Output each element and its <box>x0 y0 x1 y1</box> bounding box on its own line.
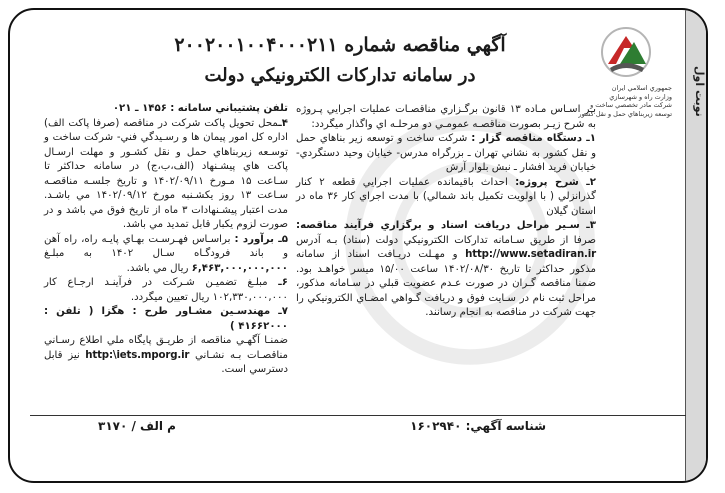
section-3-text-b: و مهـلت دريـافت اسناد از سامانه مذکور حداکثر تا تاريخ ۱۴۰۲/۰۸/۳۰ ساعت ۱۵/۰۰ ميسر خواهـد بود. ضمنا مناقصه گـران در صورت عـدم عضويت قبلي در سـامانه مذکور، مراحل ثبت نام در سـايت فوق و دريافت گـواهي امضـاي الکترونيکي را جهت شرکت در مناقصه به انجام رسانند. <box>296 249 596 318</box>
org-line-1: جمهوري اسلامي ايران <box>611 84 672 92</box>
left-column <box>44 102 288 378</box>
tender-subtitle: در سامانه تدارکات الکترونيکي دولت <box>204 65 476 86</box>
section-1-label: ۱ـ دستگاه مناقصه گزار : <box>471 133 596 144</box>
section-4 <box>44 117 288 233</box>
section-7-text-a: ضمنـا آگهـي مناقصه از طريـق پايگاه ملي اطلاع رسـاني مناقصـات بـه نشـاني <box>44 335 288 361</box>
section-7 <box>44 305 288 334</box>
section-1-text: شرکت ساخت و توسعه زير بناهاي حمل و نقل کشور به نشاني تهران ـ بزرگراه مدرس- خيابان وحيد دستگردي- خيابان فريد افشار ـ نبش بلوار آرش <box>296 133 596 173</box>
section-1 <box>296 132 596 176</box>
estimate-amount: ۶,۴۶۳,۰۰۰,۰۰۰,۰۰۰ <box>191 262 288 274</box>
side-label: نوبت اول <box>693 65 706 117</box>
section-2-text: احداث باقيمانده عمليات اجرايي قطعه ۲ کنار گذرانزلي ( با اولويت تکميل باند شمالي) با مدت اجراي کار ۳۶ ماه در استان گيلان <box>296 176 596 217</box>
section-7-note <box>44 334 288 378</box>
section-7-label: ۷ـ مهندسـين مشـاور طرح : هگزا ( تلفن : ۴۱۶۶۲۰۰۰ ) <box>44 306 288 332</box>
section-3 <box>296 219 596 321</box>
iets-link[interactable]: http:\iets.mporg.ir <box>85 349 190 361</box>
side-strip <box>685 10 706 481</box>
section-3-label: ۳ـ سـير مراحل دريافت اسناد و برگزاري فرآيند مناقصه: <box>296 220 596 231</box>
ad-identifier: شناسه آگهي: ۱۶۰۲۹۴۰ <box>410 419 546 433</box>
announcement-frame <box>8 8 708 483</box>
section-5 <box>44 233 288 277</box>
section-5-text-a: براسـاس فهـرسـت بهـاي پايـه راه، راه آهن و باند فرودگـاه سـال ۱۴۰۲ به مبلـغ <box>44 233 288 259</box>
support-phone-line <box>44 102 288 117</box>
support-phone: ۱۴۵۶ ـ ۰۲۱ <box>112 103 167 114</box>
section-3-text-a: صرفا از طريق سـامانه تدارکات الکترونيکي دولت (ستاد) بـه آدرس <box>296 234 596 246</box>
section-2 <box>296 176 596 220</box>
org-line-3: شرکت مادر تخصصي ساخت و توسعه زيربناهاي حمل و نقل کشور <box>578 101 672 118</box>
section-2-label: ۲ـ شرح پروژه: <box>515 176 597 188</box>
section-7-text-b: نيز قابل دسترسي است. <box>44 349 288 375</box>
org-line-2: وزارت راه و شهرسازي <box>609 92 672 101</box>
tender-title: آگهي مناقصه شماره ۲۰۰۲۰۰۱۰۰۴۰۰۰۲۱۱ <box>174 34 506 56</box>
section-4-label: ۴ـ <box>278 117 288 129</box>
section-6-text: مبلـغ تضميـن شـرکت در فرآينـد ارجـاع کار ۱۰۲,۳۳۰,۰۰۰,۰۰۰ ريال تعيين ميگردد. <box>44 277 288 303</box>
intro-paragraph: بـر اسـاس مـاده ۱۳ قانون برگـزاري مناقصـات عمليات اجرايي پـروژه به شرح زيـر بصورت مناقصـه عمومـي دو مرحلـه اي واگذار ميگردد: <box>296 104 596 130</box>
ministry-logo-icon <box>586 24 666 84</box>
ad-code: م الف / ۳۱۷۰ <box>98 419 176 433</box>
right-column <box>296 103 596 321</box>
support-label: تلفن پشتيباني سامانه : <box>170 103 288 114</box>
section-6 <box>44 276 288 305</box>
section-5-label: ۵ـ برآورد : <box>234 233 288 245</box>
section-4-text: محل تحويل پاکت شرکت در مناقصه (صرفا پاکت الف) اداره کل امور پيمان ها و رسـيدگي فني- شرکت ساخت و توسـعه زيربناهاي حمل و نقل کشـور و مهلت ارسـال پاکت هاي پيشـنهاد (الف،ب،ج) در سامانه حداکثر تا سـاعت ۱۵ مـورخ ۱۴۰۲/۰۹/۱۱ و تاريخ جلسـه مناقصـه سـاعت ۱۳ روز يکشـنبه مورخ ۱۴۰۲/۰۹/۱۲ مي باشـد. مدت اعتبار پيشـنهادات ۳ ماه از تاريخ فوق مي باشد و در صورت لزوم يکبار قابل تمديد مي باشد. <box>44 117 288 230</box>
section-6-label: ۶ـ <box>278 277 288 288</box>
setad-link[interactable]: http://www.setadiran.ir <box>465 249 596 260</box>
section-5-text-b: ريال مي باشد. <box>126 262 189 274</box>
footer-divider <box>30 415 686 416</box>
